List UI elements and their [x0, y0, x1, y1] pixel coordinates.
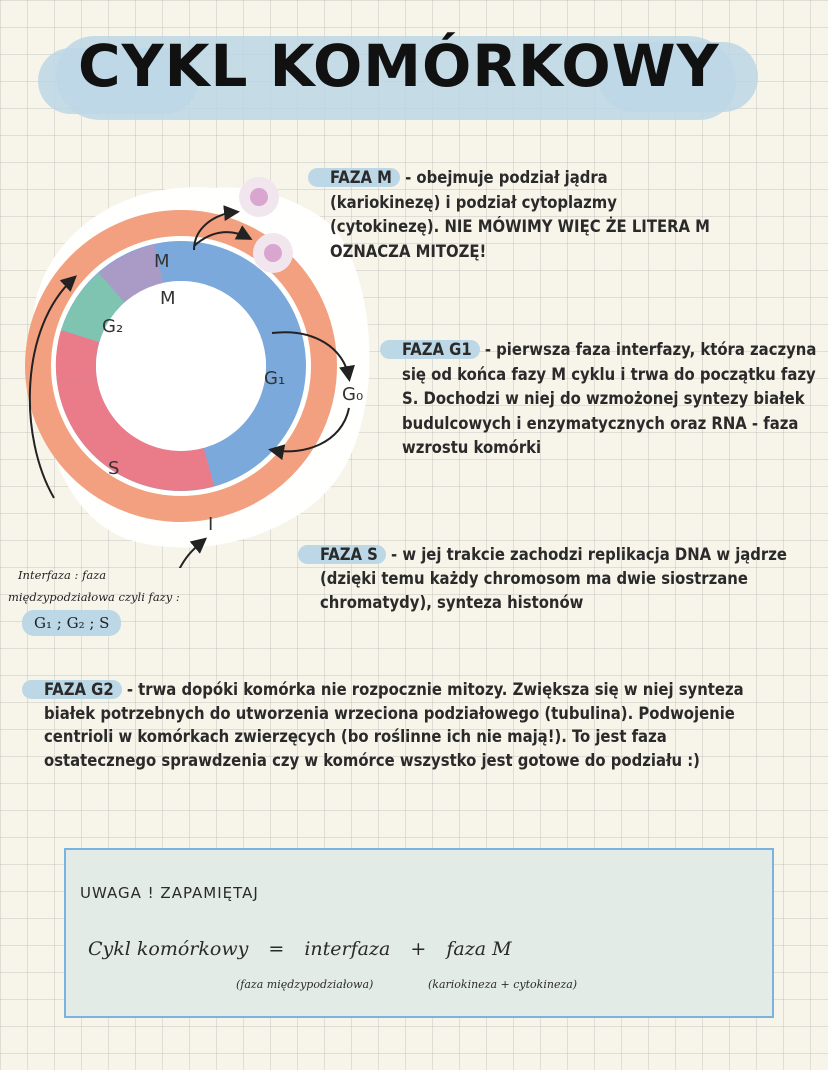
interfaza-line-1: Interfaza : faza	[18, 568, 107, 582]
segment-m	[112, 264, 159, 288]
faza-m-section	[330, 166, 710, 264]
faza-m-heading: FAZA M	[308, 168, 400, 187]
title-banner	[38, 18, 758, 128]
faza-g2-heading: FAZA G2	[22, 680, 122, 699]
faza-g2-text: - trwa dopóki komórka nie rozpocznie mitozy. Zwiększa się w niej synteza białek potrzebnych do utworzenia wrzeciona podziałowego (tubulina). Podwojenie centrioli w komórkach zwierzęcych (bo roślinne ich nie mają!). To jest faza ostatecznego sprawdzenia czy w komórce wszystko jest gotowe do podziału :)	[44, 680, 744, 770]
equation-term-interfaza: interfaza	[304, 938, 391, 960]
equation-sub-faza-m: (kariokineza + cytokineza)	[428, 978, 578, 991]
remember-box	[64, 848, 774, 1018]
faza-s-text: - w jej trakcie zachodzi replikacja DNA w jądrze (dzięki temu każdy chromosom ma dwie siostrzane chromatydy), synteza histonów	[320, 545, 787, 612]
label-g1: G₁	[264, 368, 286, 389]
segment-s-upper	[76, 336, 80, 381]
daughter-cell-2-nucleus	[264, 244, 282, 262]
label-g2: G₂	[102, 316, 124, 337]
faza-s-section	[320, 543, 810, 615]
label-g0: G₀	[342, 384, 364, 405]
interfaza-note	[8, 564, 268, 636]
faza-g2-section	[44, 678, 784, 772]
equation-sub-interfaza: (faza międzypodziałowa)	[236, 978, 374, 991]
equation-term-faza-m: faza M	[446, 938, 512, 960]
equation-equals: =	[268, 938, 285, 960]
label-i: I	[208, 514, 214, 535]
inner-hole	[96, 281, 266, 451]
equation-plus: +	[410, 938, 427, 960]
cycle-equation	[88, 938, 512, 960]
daughter-cell-1-nucleus	[250, 188, 268, 206]
faza-g1-section	[402, 338, 817, 461]
label-m-inner: M	[160, 288, 176, 309]
interfaza-phases: G₁ ; G₂ ; S	[22, 610, 121, 636]
faza-m-text: - obejmuje podział jądra (kariokinezę) i podział cytoplazmy (cytokinezę). NIE MÓWIMY WIĘC ŻE LITERA M OZNACZA MITOZĘ!	[330, 168, 710, 261]
remember-header: UWAGA ! ZAPAMIĘTAJ	[80, 884, 259, 902]
label-m-outer: M	[154, 251, 170, 272]
equation-lhs: Cykl komórkowy	[88, 938, 249, 960]
interfaza-line-2: międzypodziałowa czyli fazy :	[8, 590, 180, 604]
faza-s-heading: FAZA S	[298, 545, 386, 564]
faza-g1-text: - pierwsza faza interfazy, która zaczyna się od końca fazy M cyklu i trwa do początku fazy S. Dochodzi w niej do wzmożonej syntezy białek budulcowych i enzymatycznych oraz RNA - faza wzrostu komórki	[402, 340, 817, 457]
faza-g1-heading: FAZA G1	[380, 340, 480, 359]
page-title: CYKL KOMÓRKOWY	[78, 32, 720, 100]
label-s: S	[108, 458, 120, 479]
